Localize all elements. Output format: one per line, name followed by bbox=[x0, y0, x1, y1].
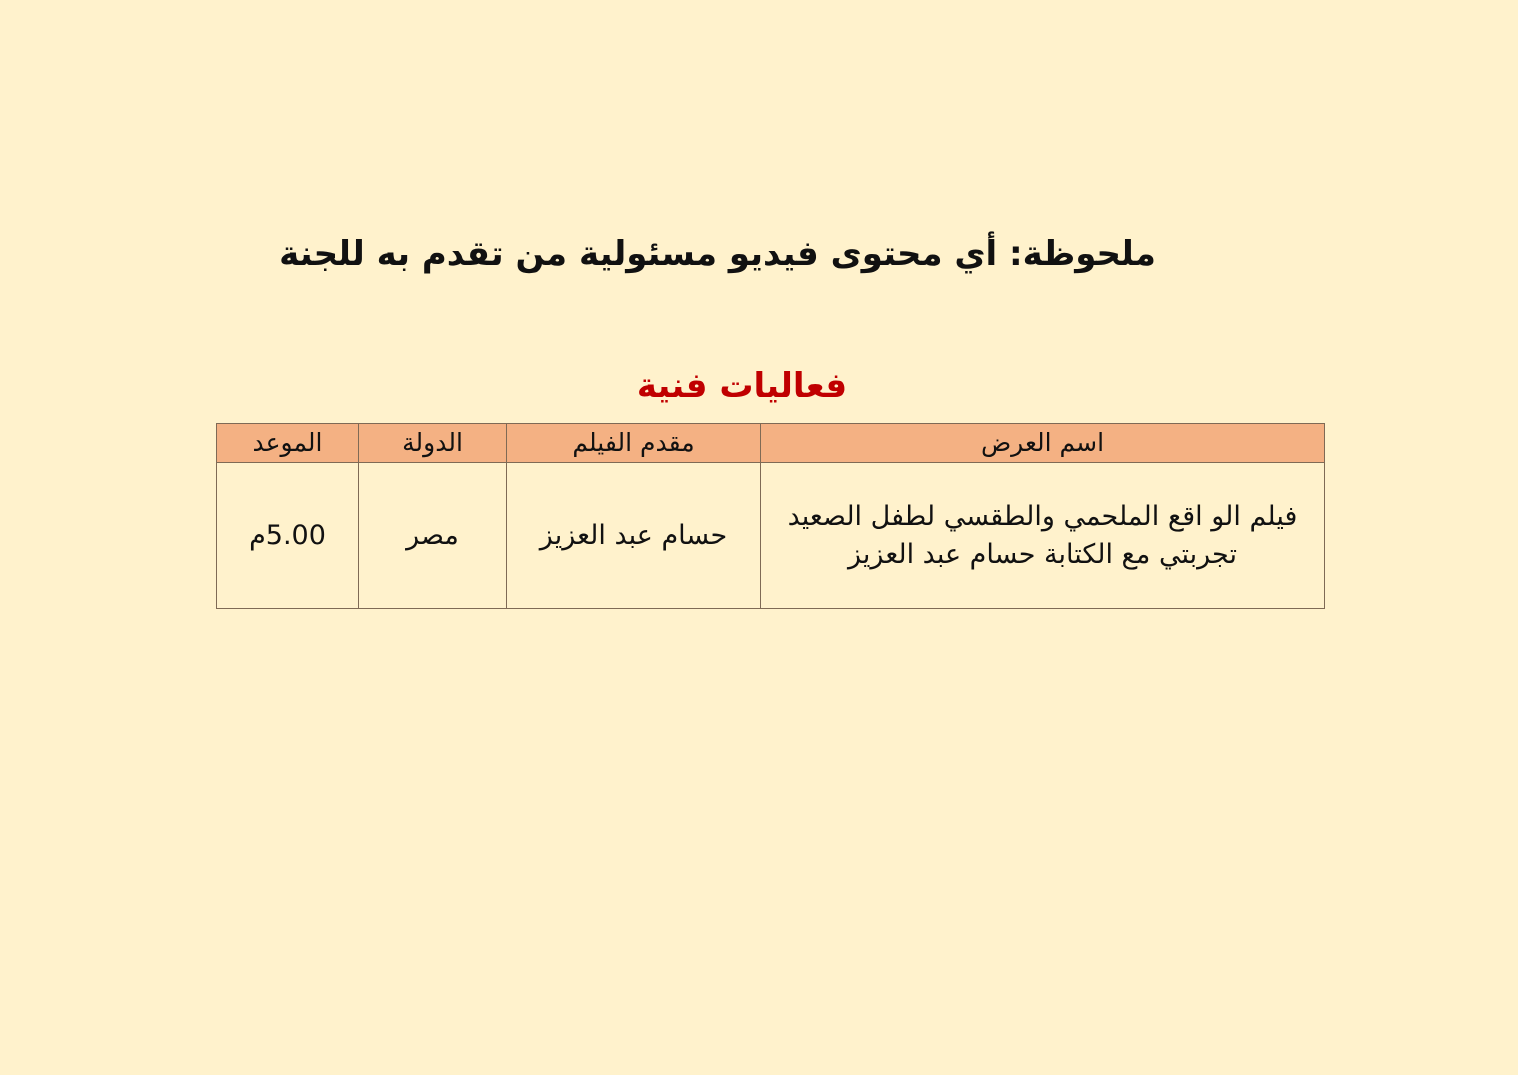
cell-presenter: حسام عبد العزيز bbox=[507, 463, 761, 609]
table-header bbox=[217, 424, 1325, 463]
table-row bbox=[217, 463, 1325, 609]
table-body bbox=[217, 463, 1325, 609]
show-name-line-2: تجربتي مع الكتابة حسام عبد العزيز bbox=[848, 538, 1237, 570]
section-title: فعاليات فنية bbox=[636, 366, 848, 406]
show-name-line-1: فيلم الو اقع الملحمي والطقسي لطفل الصعيد bbox=[787, 500, 1298, 532]
header-row bbox=[217, 424, 1325, 463]
header-time: الموعد bbox=[217, 424, 359, 463]
note-text: ملحوظة: أي محتوى فيديو مسئولية من تقدم به للجنة bbox=[279, 234, 1156, 274]
header-show-name: اسم العرض bbox=[761, 424, 1325, 463]
cell-time: 5.00م bbox=[217, 463, 359, 609]
header-presenter: مقدم الفيلم bbox=[507, 424, 761, 463]
header-country: الدولة bbox=[359, 424, 507, 463]
cell-show-name bbox=[761, 463, 1325, 609]
cell-country: مصر bbox=[359, 463, 507, 609]
events-table bbox=[216, 423, 1325, 609]
